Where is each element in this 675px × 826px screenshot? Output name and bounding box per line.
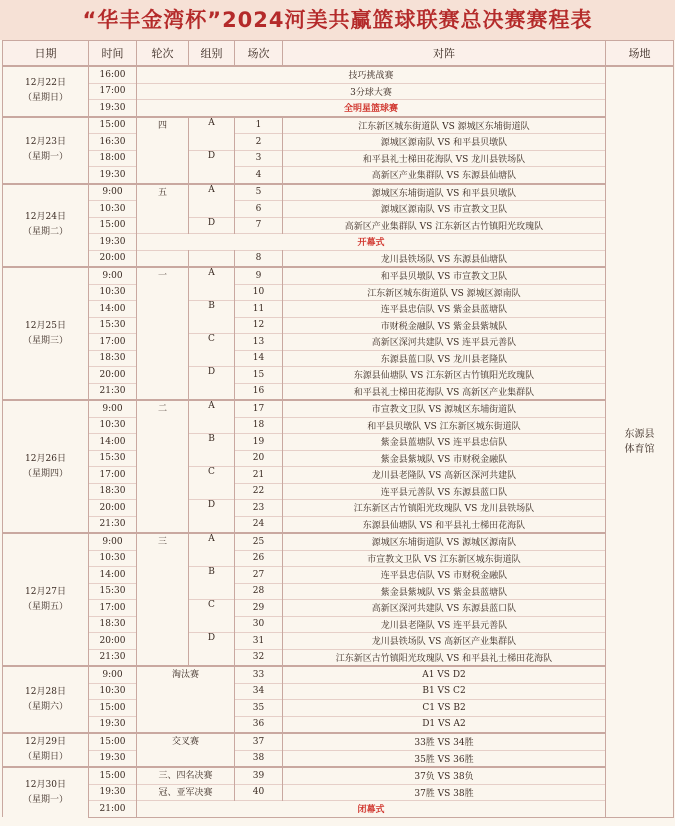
table-row <box>3 217 674 234</box>
time-cell: 15:30 <box>89 583 137 600</box>
date-text: 12月22日 <box>25 78 66 89</box>
table-row <box>3 117 674 134</box>
time-cell: 15:00 <box>89 117 137 134</box>
date-text: 12月29日 <box>25 737 66 747</box>
table-row <box>3 184 674 201</box>
table-row <box>3 167 674 184</box>
table-row <box>3 450 674 467</box>
match-cell: 源城区源南队 VS 和平县贝墩队 <box>283 134 606 151</box>
game-number-cell: 11 <box>235 301 283 318</box>
game-number-cell: 24 <box>235 516 283 533</box>
match-cell: 龙川县铁场队 VS 高新区产业集群队 <box>283 633 606 650</box>
table-row <box>3 483 674 500</box>
game-number-cell: 2 <box>235 134 283 151</box>
table-row <box>3 367 674 384</box>
time-cell: 19:30 <box>89 100 137 117</box>
match-cell: 江东新区古竹镇阳光玫瑰队 VS 龙川县铁场队 <box>283 500 606 517</box>
game-number-cell: 1 <box>235 117 283 134</box>
date-cell <box>3 666 89 733</box>
game-number-cell: 18 <box>235 417 283 434</box>
round-cell: 三 <box>137 533 189 666</box>
table-row <box>3 784 674 801</box>
time-cell: 9:00 <box>89 400 137 417</box>
table-row <box>3 400 674 417</box>
table-row <box>3 267 674 284</box>
match-cell: 连平县忠信队 VS 紫金县蓝塘队 <box>283 301 606 318</box>
time-cell: 19:30 <box>89 716 137 733</box>
header-match: 对阵 <box>283 41 606 67</box>
game-number-cell: 13 <box>235 334 283 351</box>
time-cell: 15:00 <box>89 767 137 784</box>
game-number-cell: 20 <box>235 450 283 467</box>
game-number-cell: 28 <box>235 583 283 600</box>
match-cell: C1 VS B2 <box>283 700 606 717</box>
group-cell: D <box>189 150 235 184</box>
date-text: 12月30日 <box>25 779 66 790</box>
table-row <box>3 600 674 617</box>
table-row <box>3 567 674 584</box>
game-number-cell: 17 <box>235 400 283 417</box>
match-cell: 市财税金融队 VS 紫金县紫城队 <box>283 317 606 334</box>
game-number-cell: 23 <box>235 500 283 517</box>
match-cell: 江东新区古竹镇阳光玫瑰队 VS 和平县礼士梯田花海队 <box>283 649 606 666</box>
match-cell: 源城区源南队 VS 市宣教文卫队 <box>283 201 606 218</box>
match-cell: 源城区东埔街道队 VS 源城区源南队 <box>283 533 606 550</box>
game-number-cell: 25 <box>235 533 283 550</box>
time-cell: 20:00 <box>89 367 137 384</box>
game-number-cell: 15 <box>235 367 283 384</box>
game-number-cell: 14 <box>235 350 283 367</box>
weekday-text: （星期一） <box>22 152 68 162</box>
time-cell: 15:00 <box>89 733 137 750</box>
match-cell: 东源县仙塘队 VS 和平县礼士梯田花海队 <box>283 516 606 533</box>
match-cell: 东源县蓝口队 VS 龙川县老隆队 <box>283 350 606 367</box>
game-number-cell: 6 <box>235 201 283 218</box>
table-row <box>3 649 674 666</box>
table-row <box>3 317 674 334</box>
game-number-cell: 10 <box>235 284 283 301</box>
time-cell: 10:30 <box>89 284 137 301</box>
ceremony-cell: 开幕式 <box>137 234 606 251</box>
match-cell: 和平县礼士梯田花海队 VS 高新区产业集群队 <box>283 383 606 400</box>
time-cell: 14:00 <box>89 301 137 318</box>
group-cell: D <box>189 633 235 667</box>
table-row <box>3 284 674 301</box>
time-cell: 21:30 <box>89 649 137 666</box>
page-title: “华丰金湾杯”2024河美共赢篮球联赛总决赛赛程表 <box>0 0 675 40</box>
time-cell: 10:30 <box>89 550 137 567</box>
group-cell: D <box>189 217 235 234</box>
table-row <box>3 733 674 750</box>
match-cell: D1 VS A2 <box>283 716 606 733</box>
round-cell: 一 <box>137 267 189 400</box>
date-cell <box>3 267 89 400</box>
game-number-cell: 8 <box>235 250 283 267</box>
table-row <box>3 100 674 117</box>
game-number-cell: 26 <box>235 550 283 567</box>
game-number-cell: 39 <box>235 767 283 784</box>
game-number-cell: 12 <box>235 317 283 334</box>
header-time: 时间 <box>89 41 137 67</box>
venue-cell <box>606 66 674 817</box>
match-cell: A1 VS D2 <box>283 666 606 683</box>
header-row <box>3 41 674 67</box>
time-cell: 9:00 <box>89 267 137 284</box>
time-cell: 10:30 <box>89 417 137 434</box>
table-row <box>3 583 674 600</box>
time-cell: 9:00 <box>89 533 137 550</box>
time-cell: 18:30 <box>89 616 137 633</box>
group-cell: B <box>189 301 235 334</box>
game-number-cell: 36 <box>235 716 283 733</box>
time-cell: 18:00 <box>89 150 137 167</box>
table-row <box>3 700 674 717</box>
table-row <box>3 334 674 351</box>
time-cell: 20:00 <box>89 250 137 267</box>
match-cell: 龙川县老隆队 VS 高新区深河共建队 <box>283 467 606 484</box>
match-cell: 龙川县铁场队 VS 东源县仙塘队 <box>283 250 606 267</box>
table-row <box>3 350 674 367</box>
ceremony-cell: 全明星篮球赛 <box>137 100 606 117</box>
game-number-cell: 30 <box>235 616 283 633</box>
date-text: 12月25日 <box>25 320 66 331</box>
header-venue: 场地 <box>606 41 674 67</box>
table-row <box>3 716 674 733</box>
event-cell: 技巧挑战赛 <box>137 66 606 83</box>
header-group: 组别 <box>189 41 235 67</box>
venue-line: 体育馆 <box>624 443 655 455</box>
match-cell: 37负 VS 38负 <box>283 767 606 784</box>
table-row <box>3 550 674 567</box>
group-cell: A <box>189 184 235 218</box>
table-row <box>3 150 674 167</box>
time-cell: 20:00 <box>89 500 137 517</box>
time-cell: 19:30 <box>89 750 137 767</box>
match-cell: 东源县仙塘队 VS 江东新区古竹镇阳光玫瑰队 <box>283 367 606 384</box>
round-cell: 三、四名决赛 <box>137 767 235 784</box>
time-cell: 21:30 <box>89 516 137 533</box>
date-cell <box>3 733 89 767</box>
table-row <box>3 201 674 218</box>
group-cell: C <box>189 467 235 500</box>
date-text: 12月24日 <box>25 212 66 223</box>
weekday-text: （星期二） <box>22 227 68 238</box>
game-number-cell: 34 <box>235 683 283 700</box>
match-cell: 和平县礼士梯田花海队 VS 龙川县铁场队 <box>283 150 606 167</box>
table-row <box>3 633 674 650</box>
time-cell: 15:30 <box>89 450 137 467</box>
time-cell: 21:30 <box>89 383 137 400</box>
table-row <box>3 767 674 784</box>
venue-line: 东源县 <box>624 428 655 440</box>
game-number-cell: 16 <box>235 383 283 400</box>
round-cell: 二 <box>137 400 189 533</box>
game-number-cell: 22 <box>235 483 283 500</box>
date-cell <box>3 184 89 268</box>
time-cell: 19:30 <box>89 784 137 801</box>
game-number-cell: 29 <box>235 600 283 617</box>
match-cell: 源城区东埔街道队 VS 和平县贝墩队 <box>283 184 606 201</box>
round-cell: 淘汰赛 <box>137 666 235 733</box>
table-row <box>3 134 674 151</box>
date-text: 12月27日 <box>25 586 66 597</box>
group-cell: B <box>189 434 235 467</box>
time-cell: 15:00 <box>89 217 137 234</box>
weekday-text: （星期五） <box>22 601 68 612</box>
game-number-cell: 38 <box>235 750 283 767</box>
table-row <box>3 434 674 451</box>
time-cell: 17:00 <box>89 334 137 351</box>
weekday-text: （星期日） <box>22 93 68 104</box>
match-cell: 龙川县老隆队 VS 连平县元善队 <box>283 616 606 633</box>
header-round: 轮次 <box>137 41 189 67</box>
time-cell: 9:00 <box>89 184 137 201</box>
game-number-cell: 21 <box>235 467 283 484</box>
weekday-text: （星期一） <box>22 794 68 805</box>
game-number-cell: 4 <box>235 167 283 184</box>
match-cell: 37胜 VS 38胜 <box>283 784 606 801</box>
schedule-body <box>3 66 674 817</box>
round-cell: 冠、亚军决赛 <box>137 784 235 801</box>
match-cell: 市宣教文卫队 VS 江东新区城东街道队 <box>283 550 606 567</box>
table-row <box>3 234 674 251</box>
group-cell: A <box>189 117 235 151</box>
date-text: 12月28日 <box>25 686 66 697</box>
match-cell: 35胜 VS 36胜 <box>283 750 606 767</box>
date-text: 12月26日 <box>25 453 66 464</box>
game-number-cell: 19 <box>235 434 283 451</box>
group-cell: A <box>189 400 235 434</box>
match-cell: 连平县忠信队 VS 市财税金融队 <box>283 567 606 584</box>
group-cell: C <box>189 334 235 367</box>
group-cell: C <box>189 600 235 633</box>
time-cell: 15:00 <box>89 700 137 717</box>
group-cell <box>189 250 235 267</box>
table-row <box>3 666 674 683</box>
round-cell: 五 <box>137 184 189 234</box>
match-cell: 和平县贝墩队 VS 江东新区城东街道队 <box>283 417 606 434</box>
time-cell: 18:30 <box>89 483 137 500</box>
date-cell <box>3 66 89 117</box>
time-cell: 10:30 <box>89 201 137 218</box>
game-number-cell: 37 <box>235 733 283 750</box>
weekday-text: （星期四） <box>22 468 68 479</box>
table-row <box>3 467 674 484</box>
time-cell: 16:00 <box>89 66 137 83</box>
round-cell <box>137 250 189 267</box>
table-row <box>3 301 674 318</box>
match-cell: 市宣教文卫队 VS 源城区东埔街道队 <box>283 400 606 417</box>
game-number-cell: 9 <box>235 267 283 284</box>
time-cell: 14:00 <box>89 434 137 451</box>
game-number-cell: 33 <box>235 666 283 683</box>
game-number-cell: 35 <box>235 700 283 717</box>
ceremony-cell: 闭幕式 <box>137 801 606 818</box>
round-cell: 交叉赛 <box>137 733 235 767</box>
group-cell: A <box>189 533 235 567</box>
date-cell <box>3 767 89 817</box>
game-number-cell: 5 <box>235 184 283 201</box>
weekday-text: （星期三） <box>22 335 68 346</box>
group-cell: A <box>189 267 235 301</box>
table-row <box>3 383 674 400</box>
game-number-cell: 7 <box>235 217 283 234</box>
weekday-text: （星期六） <box>22 701 68 712</box>
match-cell: 连平县元善队 VS 东源县蓝口队 <box>283 483 606 500</box>
time-cell: 19:30 <box>89 167 137 184</box>
header-date: 日期 <box>3 41 89 67</box>
group-cell: D <box>189 367 235 401</box>
time-cell: 17:00 <box>89 467 137 484</box>
time-cell: 17:00 <box>89 600 137 617</box>
match-cell: 高新区深河共建队 VS 东源县蓝口队 <box>283 600 606 617</box>
match-cell: 紫金县紫城队 VS 市财税金融队 <box>283 450 606 467</box>
table-row <box>3 533 674 550</box>
date-cell <box>3 117 89 184</box>
match-cell: 33胜 VS 34胜 <box>283 733 606 750</box>
date-cell <box>3 400 89 533</box>
event-cell: 3分球大赛 <box>137 83 606 100</box>
game-number-cell: 31 <box>235 633 283 650</box>
time-cell: 19:30 <box>89 234 137 251</box>
match-cell: 紫金县紫城队 VS 紫金县蓝塘队 <box>283 583 606 600</box>
table-row <box>3 250 674 267</box>
table-row <box>3 516 674 533</box>
time-cell: 18:30 <box>89 350 137 367</box>
match-cell: 高新区产业集群队 VS 江东新区古竹镇阳光玫瑰队 <box>283 217 606 234</box>
group-cell: B <box>189 567 235 600</box>
time-cell: 20:00 <box>89 633 137 650</box>
date-text: 12月23日 <box>25 137 66 147</box>
match-cell: 紫金县蓝塘队 VS 连平县忠信队 <box>283 434 606 451</box>
table-row <box>3 66 674 83</box>
table-row <box>3 417 674 434</box>
time-cell: 16:30 <box>89 134 137 151</box>
game-number-cell: 3 <box>235 150 283 167</box>
time-cell: 15:30 <box>89 317 137 334</box>
table-row <box>3 500 674 517</box>
game-number-cell: 40 <box>235 784 283 801</box>
weekday-text: （星期日） <box>22 752 68 762</box>
time-cell: 10:30 <box>89 683 137 700</box>
game-number-cell: 27 <box>235 567 283 584</box>
round-cell: 四 <box>137 117 189 184</box>
table-row <box>3 683 674 700</box>
match-cell: B1 VS C2 <box>283 683 606 700</box>
table-row <box>3 750 674 767</box>
time-cell: 17:00 <box>89 83 137 100</box>
time-cell: 9:00 <box>89 666 137 683</box>
match-cell: 高新区产业集群队 VS 东源县仙塘队 <box>283 167 606 184</box>
match-cell: 高新区深河共建队 VS 连平县元善队 <box>283 334 606 351</box>
table-row <box>3 801 674 818</box>
schedule-table <box>2 40 674 818</box>
match-cell: 和平县贝墩队 VS 市宣教文卫队 <box>283 267 606 284</box>
table-row <box>3 616 674 633</box>
game-number-cell: 32 <box>235 649 283 666</box>
group-cell: D <box>189 500 235 534</box>
match-cell: 江东新区城东街道队 VS 源城区源南队 <box>283 284 606 301</box>
time-cell: 14:00 <box>89 567 137 584</box>
table-row <box>3 83 674 100</box>
match-cell: 江东新区城东街道队 VS 源城区东埔街道队 <box>283 117 606 134</box>
header-game: 场次 <box>235 41 283 67</box>
time-cell: 21:00 <box>89 801 137 818</box>
date-cell <box>3 533 89 666</box>
